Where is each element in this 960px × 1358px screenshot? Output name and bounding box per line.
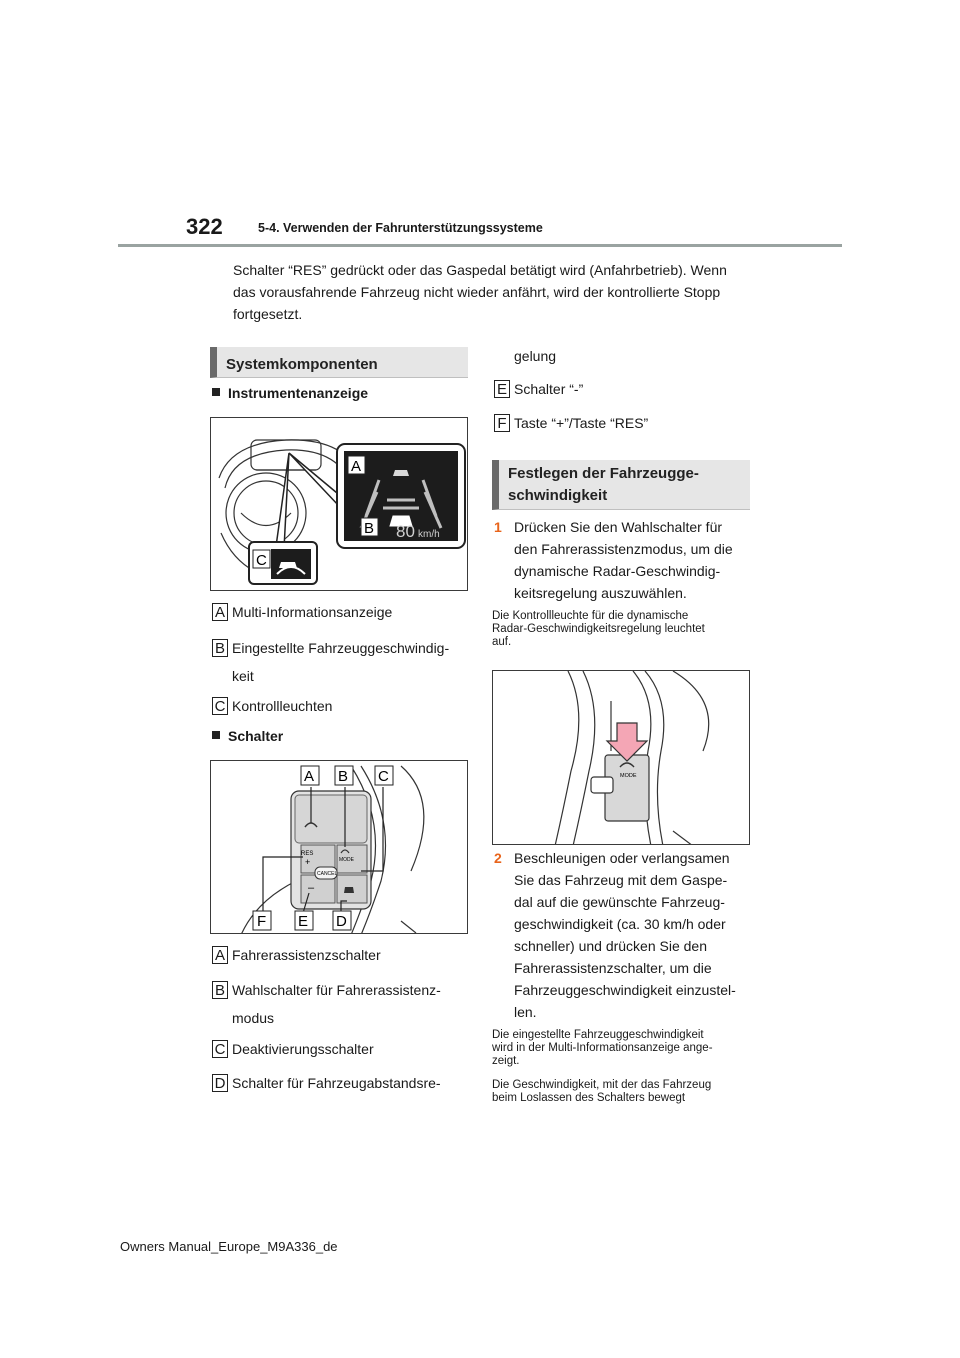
mode-text: MODE [339,857,354,863]
legend-key: B [212,639,228,657]
legend-text: Wahlschalter für Fahrerassistenz- [232,982,441,998]
step-2-line: Sie das Fahrzeug mit dem Gaspe- [514,872,728,888]
figure-label-e: E [298,913,309,930]
legend-key: C [212,1040,228,1058]
minus-text: – [308,882,315,894]
heading-text: Systemkomponenten [226,356,378,373]
figure-switches [210,760,468,934]
legend-key: E [494,380,510,398]
step-number: 1 [494,519,502,535]
intro-line-3: fortgesetzt. [233,306,303,322]
legend-text: Schalter “-” [514,381,584,397]
figure-label-f: F [257,913,267,930]
legend-text: Kontrollleuchten [232,698,333,714]
subheading-instrumentenanzeige [212,383,368,403]
square-bullet-icon [212,731,220,739]
steering-switches-illustration [211,761,468,934]
mode-text: MODE [620,773,637,779]
legend-key: D [212,1074,228,1092]
step-2-line: Beschleunigen oder verlangsamen [514,850,730,866]
header-rule [118,244,842,247]
set-speed-value: 80 [396,522,415,541]
legend-text: Fahrerassistenzschalter [232,947,381,963]
subheading-schalter [212,726,283,746]
figure-label-c: C [256,552,267,569]
switch-knob [591,777,613,793]
legend-text: Deaktivierungsschalter [232,1041,374,1057]
note-line: wird in der Multi-Informationsanzeige ange- [492,1042,713,1054]
note-line: Die Geschwindigkeit, mit der das Fahrzeug [492,1079,712,1091]
legend-key: F [494,414,510,432]
step-2-line: dal auf die gewünschte Fahrzeug- [514,894,725,910]
square-bullet-icon [212,388,220,396]
speed-unit: km/h [418,529,440,540]
legend-key: C [212,697,228,715]
note-2 [492,1029,754,1068]
figure-label-a: A [351,458,362,475]
legend-text: Eingestellte Fahrzeuggeschwindig- [232,640,450,656]
intro-paragraph [233,259,727,325]
subheading-text: Schalter [228,728,284,744]
step-number: 2 [494,850,502,866]
figure-label-c: C [378,768,389,785]
subheading-text: Instrumentenanzeige [228,385,369,401]
res-text: RES [301,851,314,857]
step-2-line: Fahrzeuggeschwindigkeit einzustel- [514,982,736,998]
intro-line-1: Schalter “RES” gedrückt oder das Gaspedal betätigt wird (Anfahrbetrieb). Wenn [233,262,727,278]
pointer-line [289,453,343,506]
figure-instrument-display [210,417,468,591]
footer-text: Owners Manual_Europe_M9A336_de [120,1239,338,1254]
plus-text: + [305,857,311,867]
step-2-line: geschwindigkeit (ca. 30 km/h oder [514,916,726,932]
note-line: auf. [492,636,512,648]
heading-text-line-2: schwindigkeit [508,487,608,504]
heading-systemkomponenten [210,347,468,378]
heading-text-line-1: Festlegen der Fahrzeugge- [508,465,699,482]
legend-text-cont: modus [232,1010,275,1026]
step-2-line: len. [514,1004,537,1020]
note-line: Die Kontrollleuchte für die dynamische [492,610,689,622]
step-2-line: Fahrerassistenzschalter, um die [514,960,712,976]
legend-text: Taste “+”/Taste “RES” [514,415,649,431]
note-line: Radar-Geschwindigkeitsregelung leuchtet [492,623,705,635]
legend-key: A [212,603,228,621]
step-1-line: dynamische Radar-Geschwindig- [514,563,721,579]
legend-text: Schalter für Fahrzeugabstandsre- [232,1075,441,1091]
figure-mode-switch [492,670,750,845]
note-3 [492,1079,754,1105]
legend-text: Multi-Informationsanzeige [232,604,393,620]
note-line: beim Loslassen des Schalters bewegt [492,1092,686,1104]
note-1 [492,610,754,649]
legend-key: A [212,946,228,964]
figure-label-b: B [338,768,349,785]
figure-label-d: D [336,913,347,930]
intro-line-2: das vorausfahrende Fahrzeug nicht wieder anfährt, wird der kontrollierte Stopp [233,284,721,300]
mode-switch-illustration [493,671,750,845]
distance-icon [344,887,354,893]
legend-key: B [212,981,228,999]
section-title: 5-4. Verwenden der Fahrunterstützungssysteme [258,221,543,235]
cancel-text: CANCEL [317,871,338,877]
legend-text-cont: keit [232,668,254,684]
step-1-line: keitsregelung auszuwählen. [514,585,687,601]
step-1-line: Drücken Sie den Wahlschalter für [514,519,723,535]
lead-car-icon [393,470,409,476]
note-line: zeigt. [492,1055,520,1067]
step-2-line: schneller) und drücken Sie den [514,938,708,954]
note-line: Die eingestellte Fahrzeuggeschwindigkeit [492,1029,704,1041]
instrument-display-illustration [211,418,468,591]
figure-label-b: B [364,520,375,537]
figure-label-a: A [304,768,315,785]
legend-continuation: gelung [514,348,557,364]
step-1-line: den Fahrerassistenzmodus, um die [514,541,733,557]
heading-festlegen [492,460,750,510]
page-number: 322 [186,214,223,239]
